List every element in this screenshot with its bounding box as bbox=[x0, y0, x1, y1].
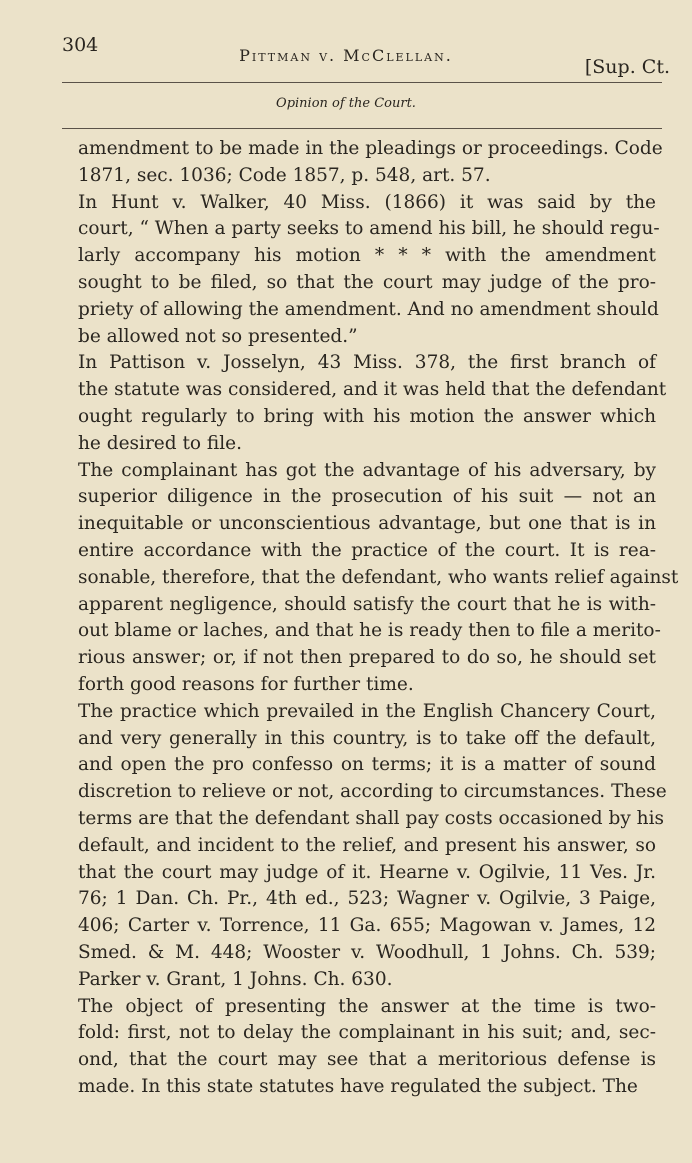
section-title: Opinion of the Court. bbox=[276, 96, 416, 111]
text-line: The complainant has got the advantage of his adversary, by bbox=[78, 459, 656, 481]
text-line: out blame or laches, and that he is ready then to file a merito- bbox=[78, 620, 661, 642]
text-line: inequitable or unconscientious advantage, but one that is in bbox=[78, 513, 656, 535]
paragraph bbox=[58, 136, 663, 190]
text-line: terms are that the defendant shall pay costs occasioned by his bbox=[78, 807, 665, 829]
text-line: 76; 1 Dan. Ch. Pr., 4th ed., 523; Wagner v. Ogilvie, 3 Paige, bbox=[78, 888, 656, 910]
text-line: forth good reasons for further time. bbox=[78, 673, 414, 695]
text-line: be allowed not so presented.” bbox=[78, 325, 358, 347]
page-header bbox=[0, 30, 692, 86]
section-rule bbox=[62, 128, 662, 129]
text-line: that the court may judge of it. Hearne v. Ogilvie, 11 Ves. Jr. bbox=[78, 861, 656, 883]
text-line: Parker v. Grant, 1 Johns. Ch. 630. bbox=[78, 968, 393, 990]
text-line: Smed. & M. 448; Wooster v. Woodhull, 1 Johns. Ch. 539; bbox=[78, 941, 656, 963]
text-line: rious answer; or, if not then prepared to do so, he should set bbox=[78, 647, 656, 669]
text-line: 1871, sec. 1036; Code 1857, p. 548, art. 57. bbox=[78, 164, 491, 186]
text-line: In Pattison v. Josselyn, 43 Miss. 378, the first branch of bbox=[78, 352, 656, 374]
opinion-body bbox=[58, 136, 679, 1101]
text-line: superior diligence in the prosecution of his suit — not an bbox=[78, 486, 656, 508]
running-title: Pittman v. McClellan. bbox=[239, 46, 453, 65]
text-line: larly accompany his motion * * * with the amendment bbox=[78, 245, 656, 267]
text-line: default, and incident to the relief, and present his answer, so bbox=[78, 834, 656, 856]
text-line: 406; Carter v. Torrence, 11 Ga. 655; Magowan v. James, 12 bbox=[78, 915, 656, 937]
paragraph bbox=[58, 458, 679, 699]
paragraph bbox=[58, 699, 667, 994]
page-number: 304 bbox=[62, 34, 99, 56]
text-line: and very generally in this country, is to take off the default, bbox=[78, 727, 656, 749]
court-tag: [Sup. Ct. bbox=[584, 56, 670, 78]
text-line: court, “ When a party seeks to amend his bill, he should regu- bbox=[78, 218, 660, 240]
header-rule bbox=[62, 82, 662, 83]
text-line: sonable, therefore, that the defendant, who wants relief against bbox=[78, 566, 679, 588]
text-line: sought to be filed, so that the court may judge of the pro- bbox=[78, 271, 656, 293]
text-line: ond, that the court may see that a meritorious defense is bbox=[78, 1049, 656, 1071]
text-line: ought regularly to bring with his motion the answer which bbox=[78, 405, 656, 427]
text-line: amendment to be made in the pleadings or proceedings. Code bbox=[78, 138, 663, 159]
text-line: discretion to relieve or not, according to circumstances. These bbox=[78, 781, 667, 803]
text-line: The object of presenting the answer at the time is two- bbox=[78, 995, 656, 1017]
paragraph bbox=[58, 994, 656, 1101]
text-line: the statute was considered, and it was held that the defendant bbox=[78, 379, 667, 401]
text-line: he desired to file. bbox=[78, 432, 242, 454]
text-line: made. In this state statutes have regulated the subject. The bbox=[78, 1075, 638, 1097]
text-line: and open the pro confesso on terms; it is a matter of sound bbox=[78, 754, 656, 776]
text-line: priety of allowing the amendment. And no amendment should bbox=[78, 298, 659, 320]
paragraph bbox=[58, 350, 667, 457]
text-line: fold: first, not to delay the complainant in his suit; and, sec- bbox=[78, 1022, 656, 1044]
paragraph bbox=[58, 190, 660, 351]
text-line: The practice which prevailed in the English Chancery Court, bbox=[78, 700, 656, 722]
text-line: In Hunt v. Walker, 40 Miss. (1866) it was said by the bbox=[78, 191, 656, 213]
text-line: apparent negligence, should satisfy the court that he is with- bbox=[78, 593, 656, 615]
text-line: entire accordance with the practice of the court. It is rea- bbox=[78, 539, 656, 561]
